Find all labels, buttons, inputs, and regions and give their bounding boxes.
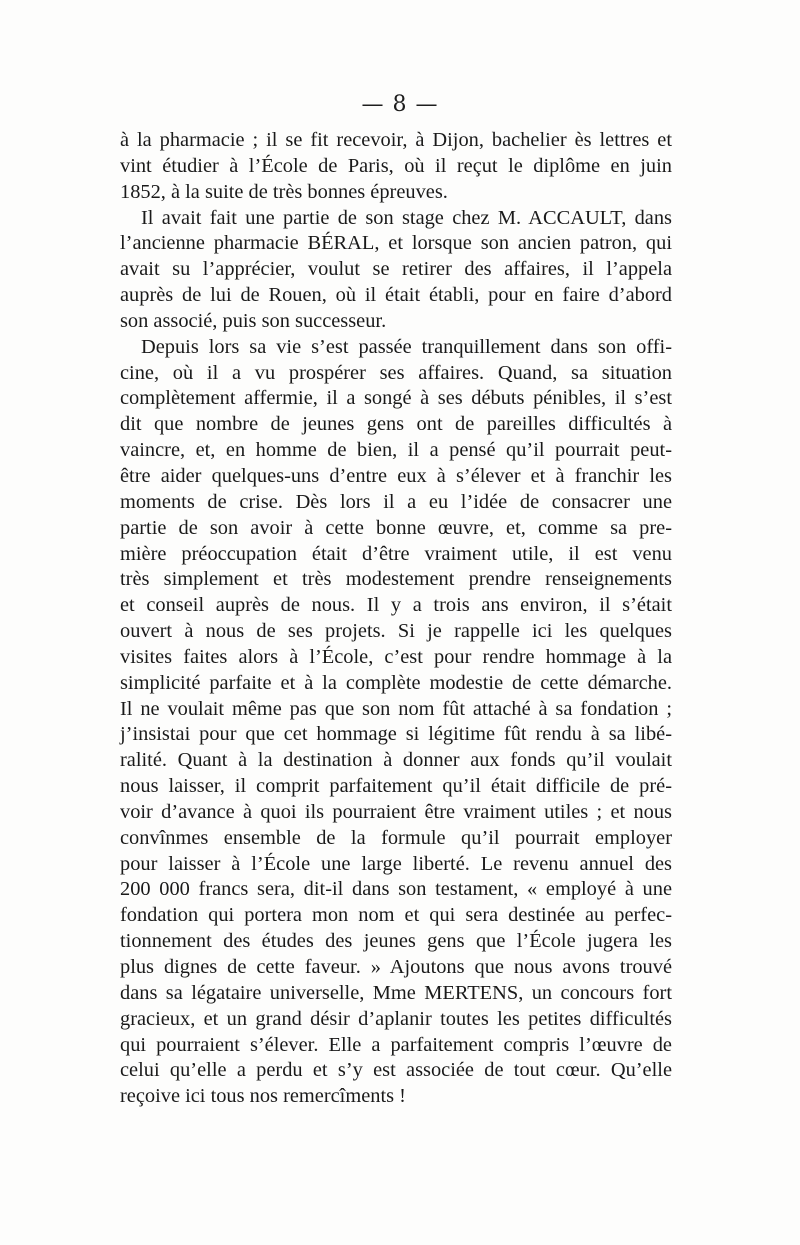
text-line: l’ancienne pharmacie BÉRAL, et lorsque son ancien patron, qui <box>120 232 672 255</box>
text-line: complètement affermie, il a songé à ses débuts pénibles, il s’est <box>120 387 672 410</box>
text-line: nous laisser, il comprit parfaitement qu’il était difficile de pré- <box>120 775 672 798</box>
text-line: j’insistai pour que cet hommage si légitime fût rendu à sa libé- <box>120 723 672 746</box>
text-line: voir d’avance à quoi ils pourraient être vraiment utiles ; et nous <box>120 800 672 823</box>
text-line: fondation qui portera mon nom et qui sera destinée au perfec- <box>120 904 672 927</box>
text-line: ralité. Quant à la destination à donner aux fonds qu’il voulait <box>120 749 672 772</box>
text-line: 1852, à la suite de très bonnes épreuves. <box>120 180 448 203</box>
text-line: Il avait fait une partie de son stage chez M. ACCAULT, dans <box>141 206 672 229</box>
text-line: partie de son avoir à cette bonne œuvre, et, comme sa pre- <box>120 516 672 539</box>
text-line: vint étudier à l’École de Paris, où il reçut le diplôme en juin <box>120 154 672 177</box>
text-line: mière préoccupation était d’être vraiment utile, il est venu <box>120 542 672 565</box>
text-line: 200 000 francs sera, dit-il dans son testament, « employé à une <box>120 878 672 901</box>
text-line: ouvert à nous de ses projets. Si je rappelle ici les quelques <box>120 620 672 643</box>
text-line: moments de crise. Dès lors il a eu l’idée de consacrer une <box>120 490 672 513</box>
text-line: convînmes ensemble de la formule qu’il pourrait employer <box>120 826 672 849</box>
text-line: gracieux, et un grand désir d’aplanir toutes les petites difficultés <box>120 1007 672 1030</box>
text-line: dans sa légataire universelle, Mme MERTENS, un concours fort <box>120 981 672 1004</box>
page-number: — 8 — <box>361 92 439 117</box>
text-line: très simplement et très modestement prendre renseignements <box>120 568 672 591</box>
text-line: dit que nombre de jeunes gens ont de pareilles difficultés à <box>120 413 672 436</box>
text-line: cine, où il a vu prospérer ses affaires. Quand, sa situation <box>120 361 672 384</box>
text-line: à la pharmacie ; il se fit recevoir, à Dijon, bachelier ès lettres et <box>120 129 672 151</box>
text-line: simplicité parfaite et à la complète modestie de cette démarche. <box>120 671 672 694</box>
text-line: tionnement des études des jeunes gens que l’École jugera les <box>120 930 672 953</box>
text-line: et conseil auprès de nous. Il y a trois ans environ, il s’était <box>120 594 672 617</box>
text-line: vaincre, et, en homme de bien, il a pensé qu’il pourrait peut- <box>120 439 672 462</box>
text-line: Depuis lors sa vie s’est passée tranquillement dans son offi- <box>141 335 672 358</box>
text-line: avait su l’apprécier, voulut se retirer des affaires, il l’appela <box>120 258 672 281</box>
text-line: auprès de lui de Rouen, où il était établi, pour en faire d’abord <box>120 284 672 307</box>
text-line: être aider quelques-uns d’entre eux à s’élever et à franchir les <box>120 464 672 487</box>
text-line: celui qu’elle a perdu et s’y est associée de tout cœur. Qu’elle <box>120 1059 672 1082</box>
text-line: son associé, puis son successeur. <box>120 309 387 332</box>
text-line: reçoive ici tous nos remercîments ! <box>120 1085 406 1108</box>
text-line: pour laisser à l’École une large liberté. Le revenu annuel des <box>120 852 672 875</box>
text-line: Il ne voulait même pas que son nom fût attaché à sa fondation ; <box>120 697 672 720</box>
text-line: qui pourraient s’élever. Elle a parfaitement compris l’œuvre de <box>120 1033 672 1056</box>
text-line: visites faites alors à l’École, c’est pour rendre hommage à la <box>120 645 672 668</box>
text-line: plus dignes de cette faveur. » Ajoutons que nous avons trouvé <box>120 956 672 978</box>
body-text <box>120 128 672 1110</box>
